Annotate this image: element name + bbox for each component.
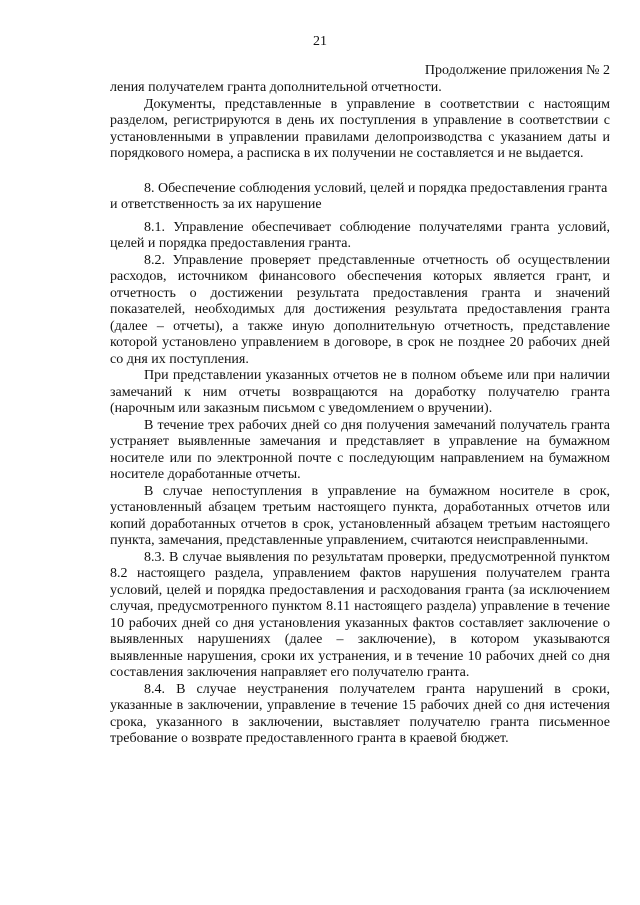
paragraph-reports-returned: При представлении указанных отчетов не в полном объеме или при наличии замечаний к ним отчеты возвращаются на доработку получателю гранта (нарочным или заказным письмом с уведомлением о вручении).: [110, 368, 610, 416]
paragraph-8-3: 8.3. В случае выявления по результатам проверки, предусмотренной пунктом 8.2 настоящего раздела, управлением фактов нарушения получателем гранта условий, целей и порядка предоставления и расходования гранта (за исключением случая, предусмотренного пунктом 8.11 настоящего раздела) управление в течение 10 рабочих дней со дня установления указанных фактов составляет заключение о выявленных нарушениях (далее – заключение), в котором указываются выявленные нарушения, сроки их устранения, и в течение 10 рабочих дней со дня составления заключения направляет его получателю гранта.: [110, 549, 610, 680]
paragraph-three-days: В течение трех рабочих дней со дня получения замечаний получатель гранта устраняет выявленные замечания и представляет в управление на бумажном носителе или по электронной почте с последующим направлением на бумажном носителе доработанные отчеты.: [110, 417, 610, 482]
section-heading-8: 8. Обеспечение соблюдения условий, целей и порядка предоставления гранта и ответственность за их нарушение: [110, 180, 608, 212]
paragraph-non-receipt: В случае непоступления в управление на бумажном носителе в срок, установленный абзацем третьим настоящего пункта, доработанных отчетов или копий доработанных отчетов в срок, установленный абзацем третьим настоящего пункта, замечания, представленные управлением, считаются неисправленными.: [110, 483, 610, 548]
page-number: 21: [313, 34, 327, 49]
paragraph-8-1: 8.1. Управление обеспечивает соблюдение получателями гранта условий, целей и порядка предоставления гранта.: [110, 219, 610, 251]
paragraph-continued: ления получателем гранта дополнительной отчетности.: [110, 80, 442, 95]
paragraph-8-4: 8.4. В случае неустранения получателем гранта нарушений в сроки, указанные в заключении, управление в течение 15 рабочих дней со дня истечения срока, указанного в заключении, выставляет получателю гранта письменное требование о возврате предоставленного гранта в краевой бюджет.: [110, 681, 610, 746]
paragraph-8-2: 8.2. Управление проверяет представленные отчетность об осуществлении расходов, источником финансового обеспечения которых является грант, и отчетность о достижении результата предоставления гранта и значений показателей, необходимых для достижения результата предоставления гранта (далее – отчеты), а также иную дополнительную отчетность, представление которой установлено управлением в договоре, в срок не позднее 20 рабочих дней со дня их поступления.: [110, 252, 610, 367]
document-body: [110, 80, 610, 748]
appendix-continuation-label: Продолжение приложения № 2: [424, 63, 610, 78]
paragraph-documents-registration: Документы, представленные в управление в соответствии с настоящим разделом, регистрируются в день их поступления в управление в соответствии с установленными в управлении правилами делопроизводства с указанием даты и порядкового номера, а расписка в их получении не составляется и не выдается.: [110, 96, 610, 161]
